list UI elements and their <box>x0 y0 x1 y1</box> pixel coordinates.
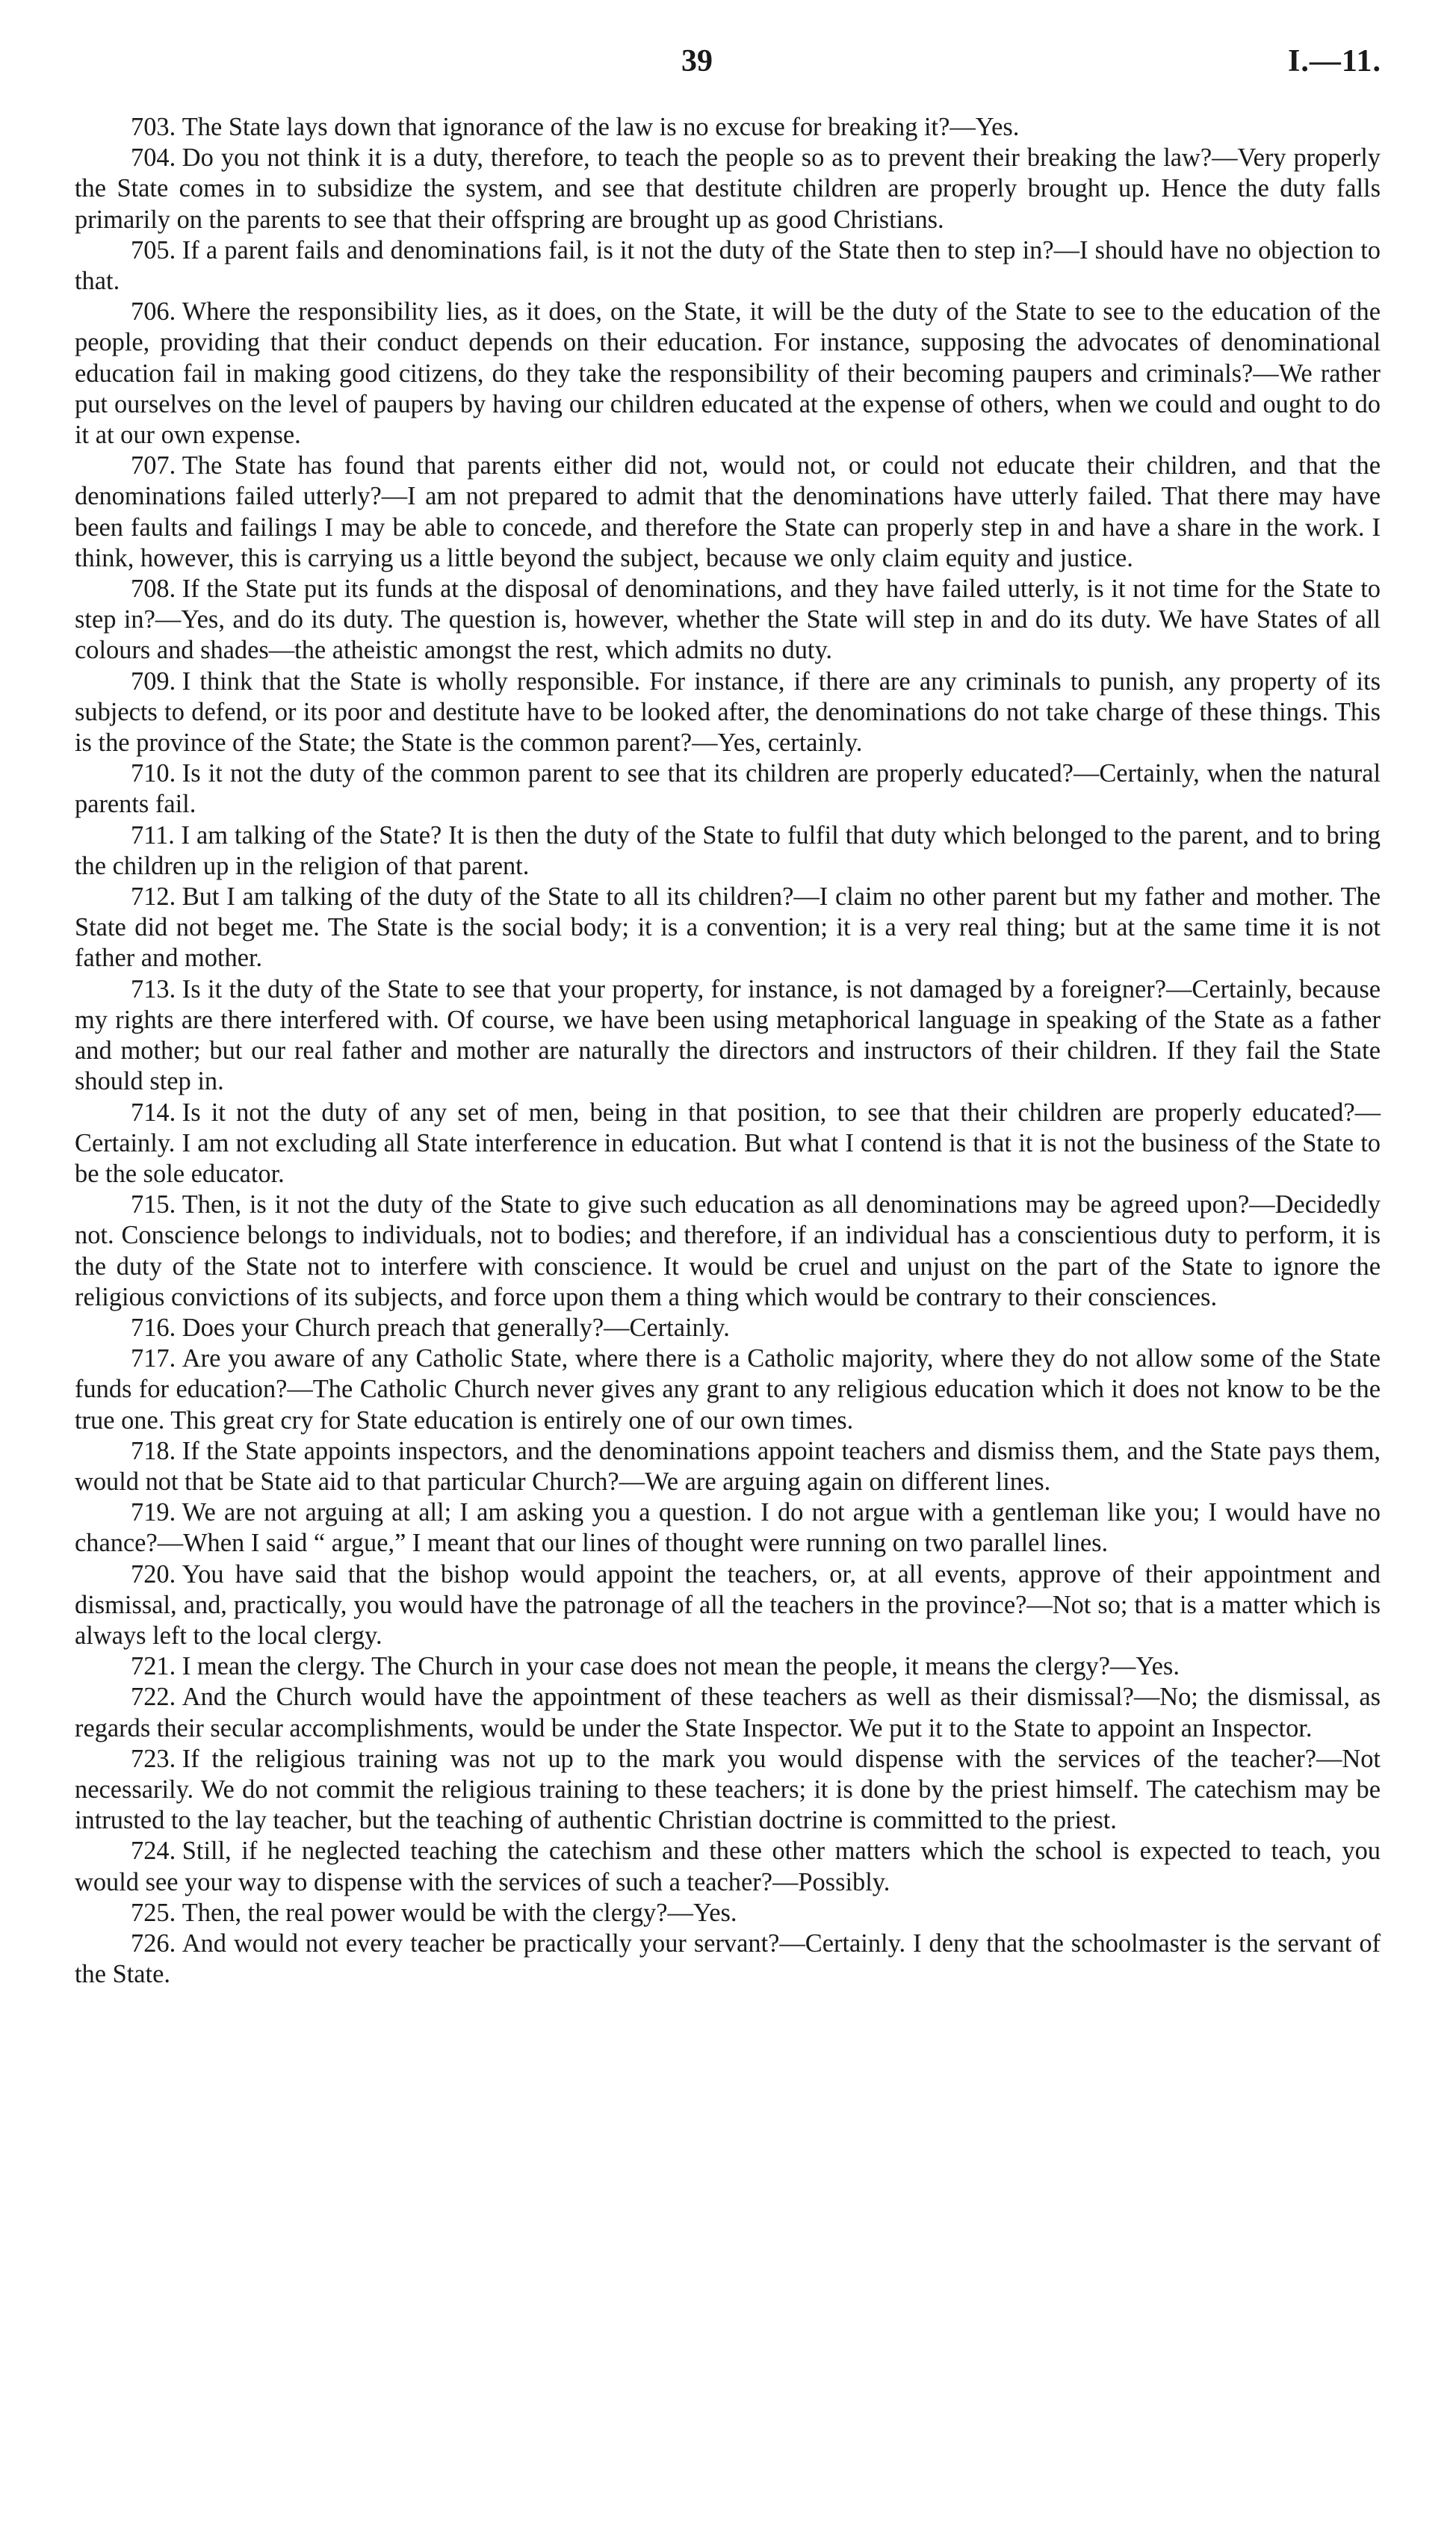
question-paragraph <box>75 297 1381 451</box>
question-paragraph <box>75 1744 1381 1837</box>
question-paragraph <box>75 1898 1381 1929</box>
question-number: 712. <box>131 882 176 912</box>
question-number: 707. <box>131 451 176 480</box>
question-number: 709. <box>131 667 176 696</box>
question-paragraph <box>75 143 1381 235</box>
question-number: 722. <box>131 1683 176 1712</box>
question-paragraph <box>75 1497 1381 1559</box>
question-number: 710. <box>131 759 176 788</box>
question-paragraph <box>75 451 1381 574</box>
question-number: 726. <box>131 1929 176 1958</box>
question-text: You have said that the bishop would appoint the teachers, or, at all events, approve of their appointment and dismissal, and, practically, you would have the patronage of all the teachers in the province?—Not so; that is a matter which is always left to the local clergy. <box>75 1559 1381 1650</box>
question-number: 711. <box>131 820 175 850</box>
minutes-of-evidence-body <box>75 112 1381 1990</box>
document-reference: I.—11. <box>1287 44 1381 78</box>
question-paragraph <box>75 574 1381 667</box>
question-paragraph <box>75 820 1381 882</box>
question-paragraph <box>75 1929 1381 1990</box>
question-number: 703. <box>131 113 176 141</box>
question-text: The State lays down that ignorance of the law is no excuse for breaking it?—Yes. <box>182 113 1020 141</box>
question-text: And the Church would have the appointment of these teachers as well as their dismissal?—No; the dismissal, as regards their secular accomplishments, would be under the State Inspector. We put it to the State to appoint an Inspector. <box>75 1683 1381 1742</box>
question-text: Is it the duty of the State to see that your property, for instance, is not damaged by a foreigner?—Certainly, because my rights are there interfered with. Of course, we have been using metaphorical language in speaking of the State as a father and mother; but our real father and mother are naturally the directors and instructors of their children. If they fail the State should step in. <box>75 974 1381 1096</box>
question-text: I mean the clergy. The Church in your case does not mean the people, it means the clergy?—Yes. <box>182 1652 1180 1681</box>
question-text: Still, if he neglected teaching the catechism and these other matters which the school is expected to teach, you would see your way to dispense with the services of such a teacher?—Possibly. <box>75 1837 1381 1896</box>
question-number: 705. <box>131 235 176 265</box>
question-paragraph <box>75 1313 1381 1343</box>
question-paragraph <box>75 1836 1381 1897</box>
question-number: 717. <box>131 1344 176 1373</box>
question-number: 719. <box>131 1498 176 1527</box>
question-number: 725. <box>131 1898 176 1927</box>
question-text: If the religious training was not up to the mark you would dispense with the services of the teacher?—Not necessarily. We do not commit the religious training to these teachers; it is done by the priest himself. The catechism may be intrusted to the lay teacher, but the teaching of authentic Christian doctrine is committed to the priest. <box>75 1744 1381 1835</box>
page-number: 39 <box>681 44 713 78</box>
question-paragraph <box>75 1559 1381 1652</box>
question-paragraph <box>75 1190 1381 1313</box>
question-text: The State has found that parents either did not, would not, or could not educate their children, and that the denominations failed utterly?—I am not prepared to admit that the denominations have utterly failed. That there may have been faults and failings I may be able to concede, and therefore the State can properly step in and have a share in the work. I think, however, this is carrying us a little beyond the subject, because we only claim equity and justice. <box>75 451 1381 572</box>
question-text: Is it not the duty of the common parent to see that its children are properly educated?—Certainly, when the natural parents fail. <box>75 759 1381 819</box>
question-text: If a parent fails and denominations fail, is it not the duty of the State then to step in?—I should have no objection to that. <box>75 235 1381 296</box>
question-text: Then, is it not the duty of the State to give such education as all denominations may be agreed upon?—Decidedly not. Conscience belongs to individuals, not to bodies; and therefore, if an individual has a conscientious duty to perform, it is the duty of the State not to interfere with conscience. It would be cruel and unjust on the part of the State to ignore the religious convictions of its subjects, and force upon them a thing which would be contrary to their consciences. <box>75 1190 1381 1311</box>
question-text: I think that the State is wholly responsible. For instance, if there are any criminals to punish, any property of its subjects to defend, or its poor and destitute have to be looked after, the denominations do not take charge of these things. This is the province of the State; the State is the common parent?—Yes, certainly. <box>75 667 1381 758</box>
question-paragraph <box>75 1682 1381 1743</box>
question-paragraph <box>75 1436 1381 1497</box>
question-text: If the State put its funds at the disposal of denominations, and they have failed utterly, is it not time for the State to step in?—Yes, and do its duty. The question is, however, whether the State will step in and do its duty. We have States of all colours and shades—the atheistic amongst the rest, which admits no duty. <box>75 575 1381 665</box>
question-number: 723. <box>131 1744 176 1773</box>
question-text: I am talking of the State? It is then the duty of the State to fulfil that duty which belonged to the parent, and to bring the children up in the religion of that parent. <box>75 820 1381 880</box>
question-text: If the State appoints inspectors, and the denominations appoint teachers and dismiss them, and the State pays them, would not that be State aid to that particular Church?—We are arguing again on different lines. <box>75 1436 1381 1496</box>
question-paragraph <box>75 235 1381 297</box>
question-text: Are you aware of any Catholic State, where there is a Catholic majority, where they do not allow some of the State funds for education?—The Catholic Church never gives any grant to any religious education which it does not know to be the true one. This great cry for State education is entirely one of our own times. <box>75 1344 1381 1435</box>
question-number: 714. <box>131 1098 176 1127</box>
question-paragraph <box>75 667 1381 759</box>
question-number: 718. <box>131 1436 176 1465</box>
question-text: Where the responsibility lies, as it does, on the State, it will be the duty of the State to see to the education of the people, providing that their conduct depends on their education. For instance, supposing the advocates of denominational education fail in making good citizens, do they take the responsibility of their becoming paupers and criminals?—We rather put ourselves on the level of paupers by having our children educated at the expense of others, when we could and ought to do it at our own expense. <box>75 297 1381 450</box>
question-number: 706. <box>131 297 176 327</box>
question-text: We are not arguing at all; I am asking you a question. I do not argue with a gentleman like you; I would have no chance?—When I said “ argue,” I meant that our lines of thought were running on two parallel lines. <box>75 1498 1381 1558</box>
question-number: 713. <box>131 974 176 1003</box>
question-text: And would not every teacher be practically your servant?—Certainly. I deny that the schoolmaster is the servant of the State. <box>75 1929 1381 1989</box>
question-paragraph <box>75 1651 1381 1682</box>
question-text: Does your Church preach that generally?—Certainly. <box>182 1313 730 1342</box>
question-paragraph <box>75 112 1381 143</box>
question-number: 708. <box>131 575 176 604</box>
question-text: But I am talking of the duty of the State to all its children?—I claim no other parent but my father and mother. The State did not beget me. The State is the social body; it is a convention; it is a very real thing; but at the same time it is not father and mother. <box>75 882 1381 973</box>
question-paragraph <box>75 1098 1381 1190</box>
question-text: Do you not think it is a duty, therefore, to teach the people so as to prevent their breaking the law?—Very properly the State comes in to subsidize the system, and see that destitute children are properly brought up. Hence the duty falls primarily on the parents to see that their offspring are brought up as good Christians. <box>75 143 1381 234</box>
question-number: 704. <box>131 143 176 173</box>
question-paragraph <box>75 1343 1381 1436</box>
question-number: 720. <box>131 1559 176 1589</box>
question-number: 716. <box>131 1313 176 1342</box>
question-number: 724. <box>131 1837 176 1866</box>
question-number: 715. <box>131 1190 176 1219</box>
question-paragraph <box>75 974 1381 1098</box>
question-paragraph <box>75 882 1381 974</box>
page-header <box>0 39 1456 84</box>
question-text: Is it not the duty of any set of men, being in that position, to see that their children are properly educated?—Certainly. I am not excluding all State interference in education. But what I contend is that it is not the business of the State to be the sole educator. <box>75 1098 1381 1188</box>
question-paragraph <box>75 758 1381 820</box>
question-number: 721. <box>131 1652 176 1681</box>
question-text: Then, the real power would be with the clergy?—Yes. <box>182 1898 737 1927</box>
